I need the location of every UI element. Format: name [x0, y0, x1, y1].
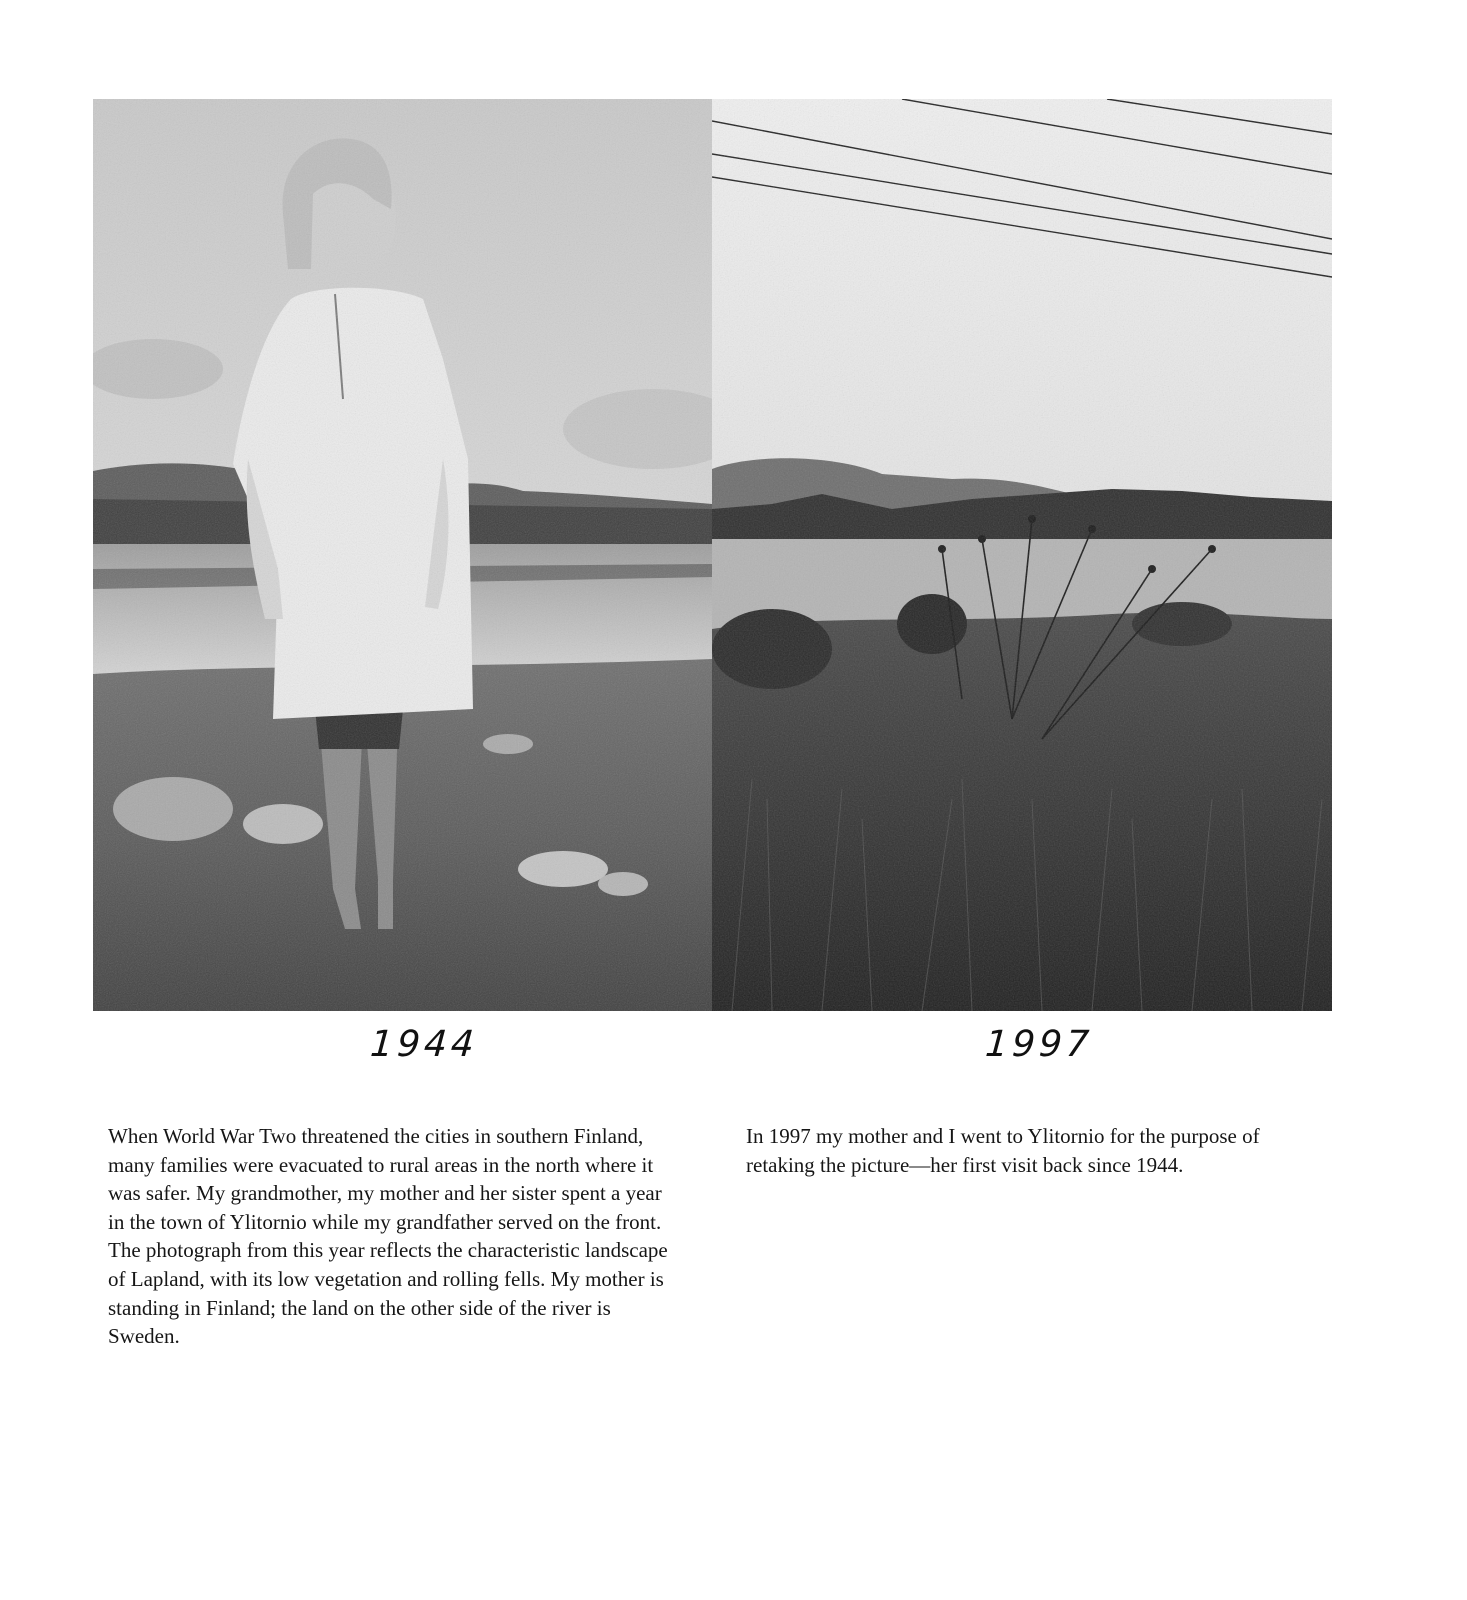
photo-1944: [93, 99, 712, 1011]
photo-1944-image: [93, 99, 712, 1011]
photo-1997-image: [712, 99, 1332, 1011]
year-label-1997: 1997: [983, 1024, 1095, 1065]
photo-1997: [712, 99, 1332, 1011]
year-label-1944: 1944: [368, 1024, 480, 1065]
caption-right: In 1997 my mother and I went to Ylitornio for the purpose of retaking the picture—her first visit back since 1944.: [746, 1124, 1260, 1177]
caption-left: When World War Two threatened the cities in southern Finland, many families were evacuated to rural areas in the north where it was safer. My grandmother, my mother and her sister spent a year in the town of Ylitornio while my grandfather served on the front. The photograph from this year reflects the characteristic landscape of Lapland, with its low vegetation and rolling fells. My mother is standing in Finland; the land on the other side of the river is Sweden.: [108, 1124, 668, 1349]
